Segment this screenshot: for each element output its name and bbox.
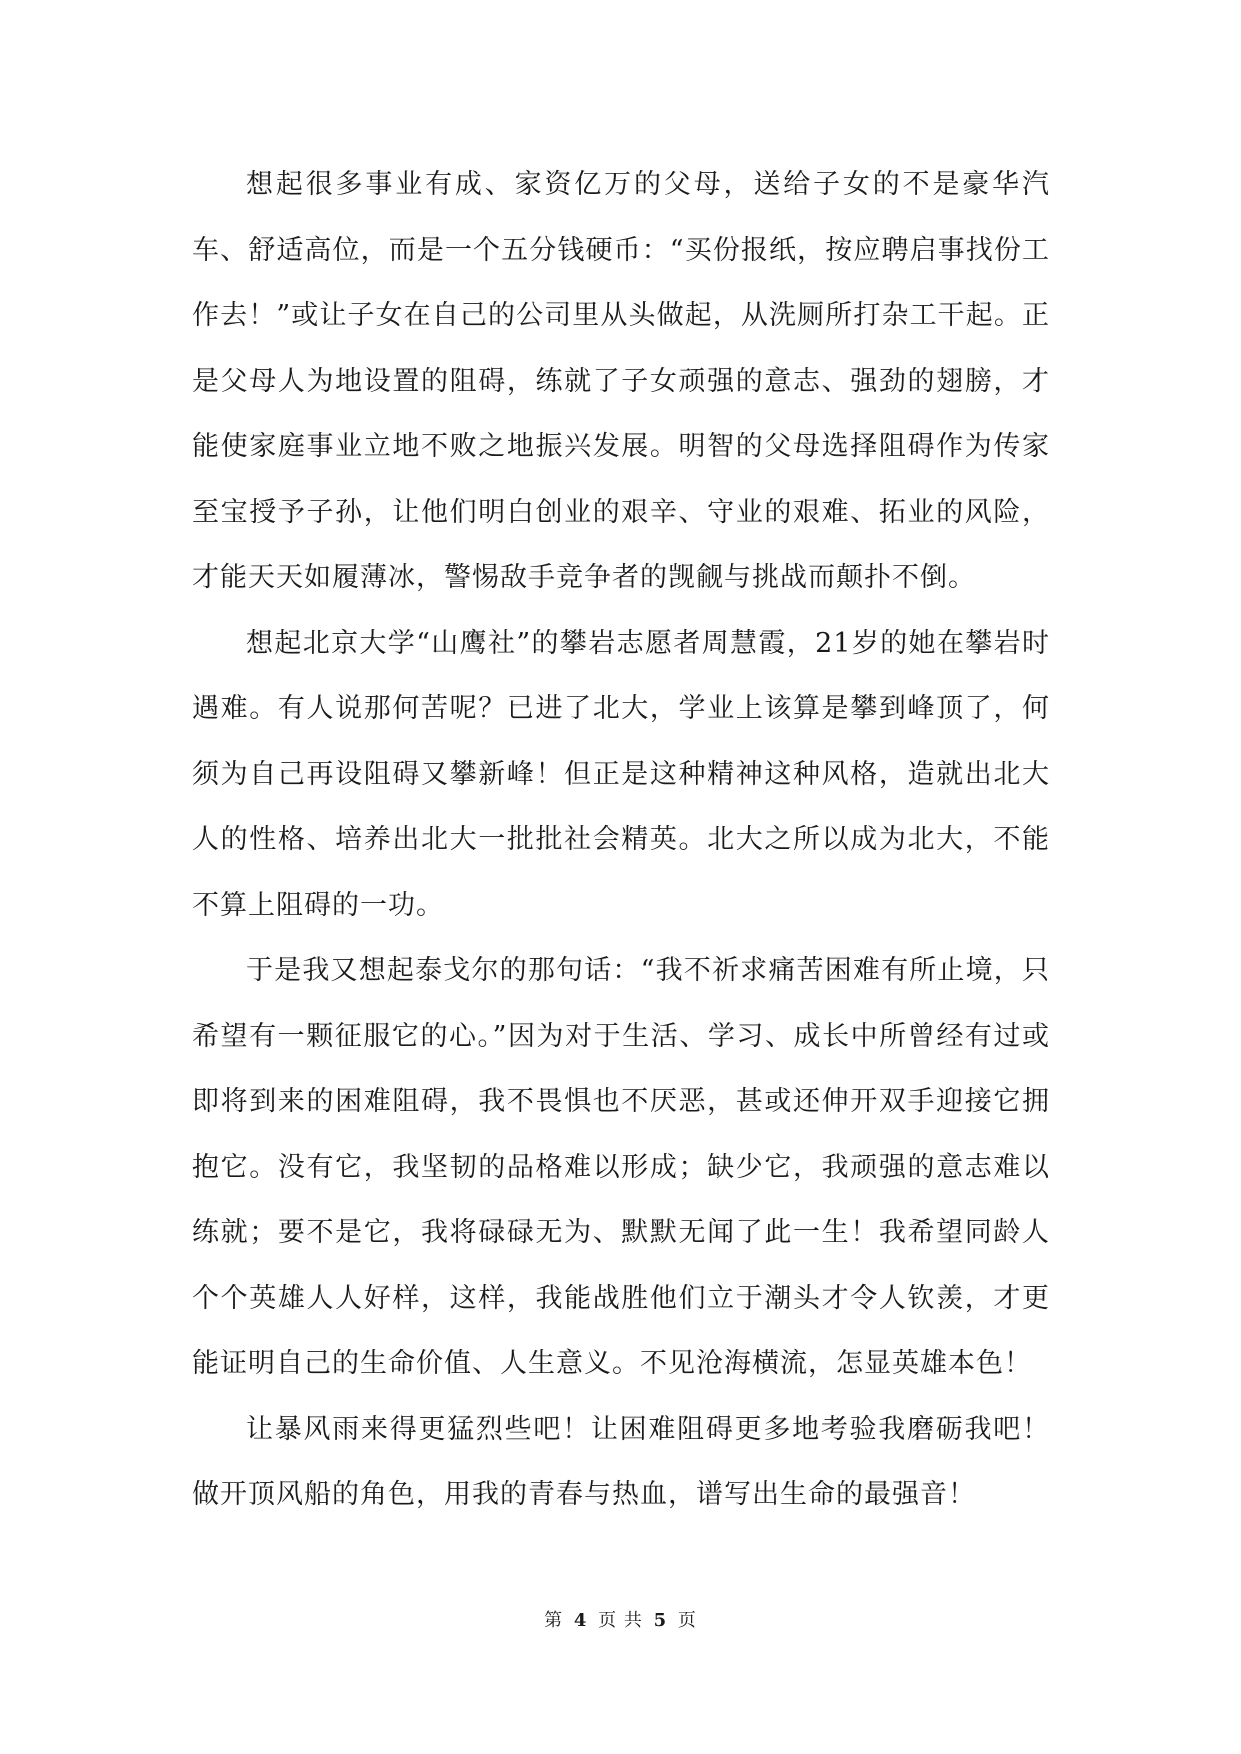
- footer-middle: 页 共: [598, 1610, 643, 1631]
- current-page-number: 4: [573, 1610, 588, 1631]
- paragraph-2: 想起北京大学“山鹰社”的攀岩志愿者周慧霞，21岁的她在攀岩时遇难。有人说那何苦呢？已进了北大，学业上该算是攀到峰顶了，何须为自己再设阻碍又攀新峰！但正是这种精神这种风格，造就出北大人的性格、培养出北大一批批社会精英。北大之所以成为北大，不能不算上阻碍的一功。: [192, 627, 1050, 921]
- paragraph-4: 让暴风雨来得更猛烈些吧！让困难阻碍更多地考验我磨砺我吧！做开顶风船的角色，用我的青春与热血，谱写出生命的最强音！: [192, 1413, 1050, 1510]
- paragraph-1: 想起很多事业有成、家资亿万的父母，送给子女的不是豪华汽车、舒适高位，而是一个五分钱硬币：“买份报纸，按应聘启事找份工作去！”或让子女在自己的公司里从头做起，从洗厕所打杂工干起。正是父母人为地设置的阻碍，练就了子女顽强的意志、强劲的翅膀，才能使家庭事业立地不败之地振兴发展。明智的父母选择阻碍作为传家至宝授予子孙，让他们明白创业的艰辛、守业的艰难、拓业的风险，才能天天如履薄冰，警惕敌手竞争者的觊觎与挑战而颠扑不倒。: [192, 169, 1050, 593]
- footer-suffix: 页: [677, 1610, 697, 1631]
- paragraph-3: 于是我又想起泰戈尔的那句话：“我不祈求痛苦困难有所止境，只希望有一颗征服它的心。”因为对于生活、学习、成长中所曾经有过或即将到来的困难阻碍，我不畏惧也不厌恶，甚或还伸开双手迎接它拥抱它。没有它，我坚韧的品格难以形成；缺少它，我顽强的意志难以练就；要不是它，我将碌碌无为、默默无闻了此一生！我希望同龄人个个英雄人人好样，这样，我能战胜他们立于潮头才令人钦羡，才更能证明自己的生命价值、人生意义。不见沧海横流，怎显英雄本色！: [192, 955, 1050, 1379]
- total-pages-number: 5: [653, 1610, 668, 1631]
- document-body: [192, 152, 1050, 1528]
- footer-prefix: 第: [544, 1610, 564, 1631]
- page-footer: [0, 1606, 1241, 1632]
